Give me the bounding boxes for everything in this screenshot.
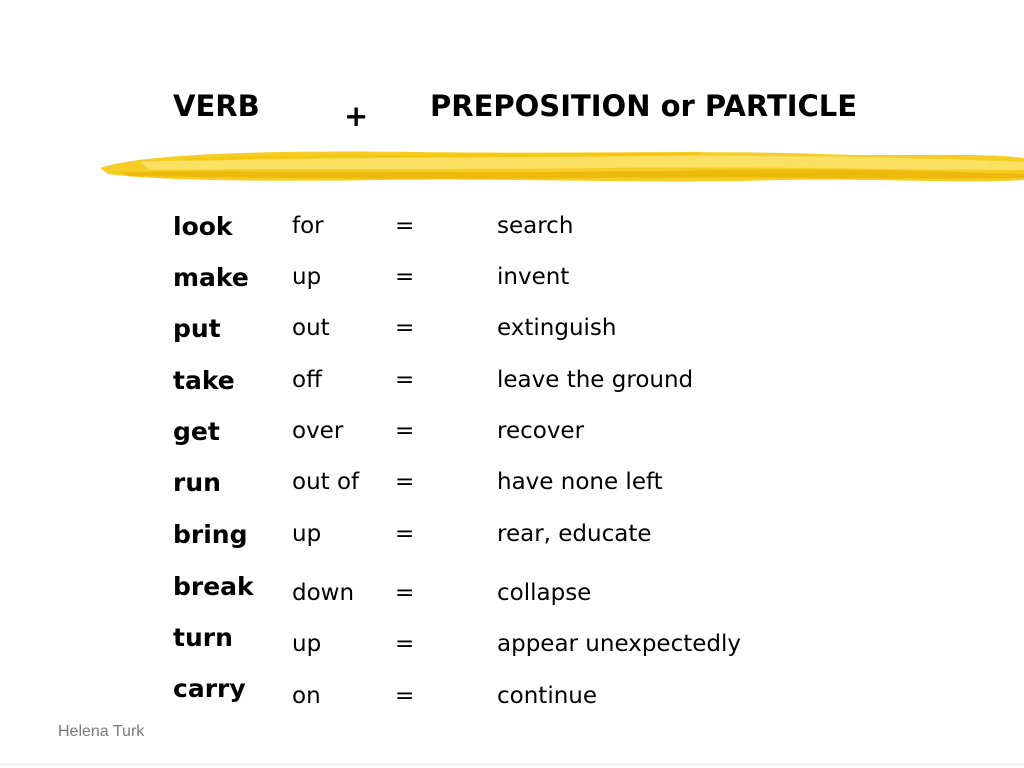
meaning: search xyxy=(497,213,574,239)
verb: break xyxy=(173,572,254,601)
equals-sign: = xyxy=(395,367,415,393)
particle: down xyxy=(292,580,355,606)
equals-sign: = xyxy=(395,213,415,239)
meaning: collapse xyxy=(497,580,592,606)
particle: for xyxy=(292,213,324,239)
equals-sign: = xyxy=(395,580,415,606)
particle: out of xyxy=(292,469,360,495)
meaning: appear unexpectedly xyxy=(497,631,741,657)
table-row xyxy=(0,672,1024,712)
particle: on xyxy=(292,683,321,709)
table-row xyxy=(0,210,1024,250)
particle: up xyxy=(292,631,322,657)
verb: take xyxy=(173,366,235,395)
particle: out xyxy=(292,315,330,341)
verb: carry xyxy=(173,674,246,703)
verb: put xyxy=(173,314,221,343)
meaning: extinguish xyxy=(497,315,617,341)
footer-author: Helena Turk xyxy=(58,723,145,740)
table-row xyxy=(0,621,1024,661)
equals-sign: = xyxy=(395,521,415,547)
equals-sign: = xyxy=(395,264,415,290)
meaning: leave the ground xyxy=(497,367,694,393)
verb: run xyxy=(173,468,221,497)
meaning: rear, educate xyxy=(497,521,652,547)
verb: turn xyxy=(173,623,233,652)
verb: bring xyxy=(173,520,248,549)
title-plus: + xyxy=(344,99,369,133)
verb: look xyxy=(173,212,233,241)
table-row xyxy=(0,518,1024,558)
meaning: invent xyxy=(497,264,570,290)
verb: make xyxy=(173,263,249,292)
particle: up xyxy=(292,264,322,290)
title-preposition-or-particle: PREPOSITION or PARTICLE xyxy=(430,89,858,123)
particle: over xyxy=(292,418,344,444)
equals-sign: = xyxy=(395,631,415,657)
meaning: recover xyxy=(497,418,585,444)
table-row xyxy=(0,312,1024,352)
meaning: continue xyxy=(497,683,598,709)
equals-sign: = xyxy=(395,418,415,444)
bottom-divider xyxy=(0,764,1024,765)
equals-sign: = xyxy=(395,469,415,495)
table-row xyxy=(0,261,1024,301)
meaning: have none left xyxy=(497,469,663,495)
verb: get xyxy=(173,417,220,446)
table-row xyxy=(0,415,1024,455)
particle: up xyxy=(292,521,322,547)
table-row xyxy=(0,466,1024,506)
equals-sign: = xyxy=(395,315,415,341)
table-row xyxy=(0,364,1024,404)
equals-sign: = xyxy=(395,683,415,709)
title-verb: VERB xyxy=(173,89,260,123)
yellow-brush-stroke xyxy=(0,140,1024,196)
table-row xyxy=(0,570,1024,610)
particle: off xyxy=(292,367,322,393)
